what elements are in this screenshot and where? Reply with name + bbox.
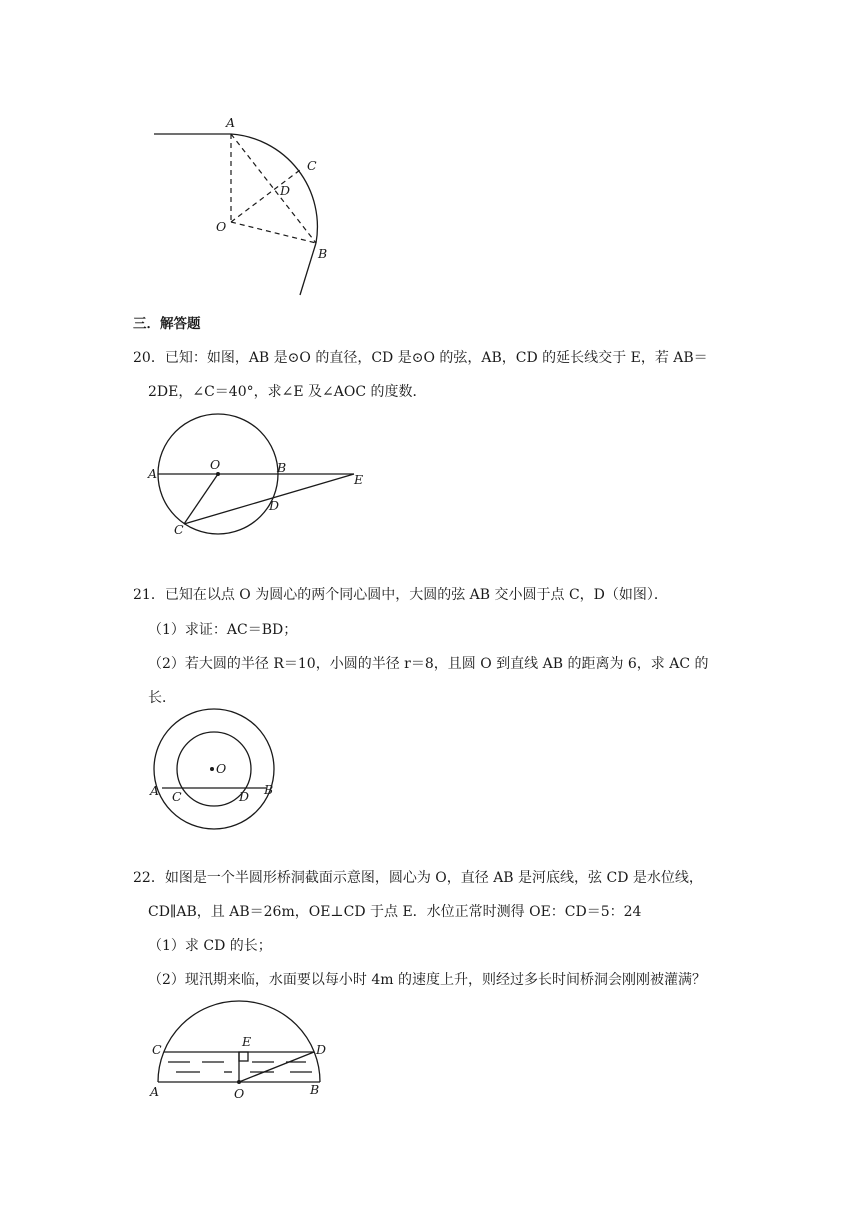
segment-ob	[231, 222, 316, 243]
label-a: A	[148, 466, 158, 481]
label-c: C	[172, 789, 182, 804]
label-d: D	[280, 183, 291, 198]
q22-line1: 22．如图是一个半圆形桥洞截面示意图，圆心为 O，直径 AB 是河底线，弦 CD 是水位线，	[133, 870, 703, 886]
label-d: D	[239, 789, 250, 804]
label-e: E	[354, 472, 364, 487]
label-o: O	[216, 761, 227, 776]
center-dot	[210, 767, 214, 771]
label-a: A	[150, 1084, 160, 1099]
label-d: D	[316, 1042, 327, 1057]
label-b: B	[264, 782, 274, 797]
label-e: E	[242, 1034, 252, 1049]
right-angle-mark	[239, 1052, 248, 1061]
q22-part2: （2）现汛期来临，水面要以每小时 4m 的速度上升，则经过多长时间桥洞会刚刚被灌满？	[148, 972, 706, 988]
lower-line	[300, 243, 316, 295]
label-o: O	[234, 1086, 245, 1101]
q21-part2-line2: 长．	[148, 690, 176, 706]
label-c: C	[174, 522, 184, 537]
q20-line1: 20．已知：如图，AB 是⊙O 的直径，CD 是⊙O 的弦，AB，CD 的延长线交于 E，若 AB＝	[133, 350, 708, 366]
q21-part2-line1: （2）若大圆的半径 R＝10，小圆的半径 r＝8，且圆 O 到直线 AB 的距离为 6，求 AC 的	[148, 656, 709, 672]
figure-19-diagram	[140, 110, 370, 305]
q21-line1: 21．已知在以点 O 为圆心的两个同心圆中，大圆的弦 AB 交小圆于点 C，D（如图）．	[133, 587, 668, 603]
segment-ab	[231, 134, 316, 243]
segment-oc	[184, 474, 218, 524]
section-heading: 三．解答题	[133, 316, 201, 332]
q22-part1: （1）求 CD 的长；	[148, 938, 272, 954]
label-a: A	[226, 115, 236, 130]
label-b: B	[318, 246, 328, 261]
q22-line2: CD∥AB，且 AB＝26m，OE⊥CD 于点 E．水位正常时测得 OE：CD＝5：24	[148, 904, 642, 920]
label-c: C	[152, 1042, 162, 1057]
water-lines	[168, 1062, 312, 1072]
figure-21-diagram	[140, 705, 290, 840]
figure-20-diagram	[140, 410, 380, 545]
label-a: A	[150, 783, 160, 798]
q21-part1: （1）求证：AC＝BD；	[148, 622, 298, 638]
label-d: D	[269, 498, 280, 513]
label-b: B	[277, 460, 287, 475]
segment-od	[239, 1052, 314, 1082]
label-c: C	[307, 158, 317, 173]
point-o	[237, 1080, 241, 1084]
label-o: O	[216, 219, 227, 234]
center-dot	[216, 472, 220, 476]
q20-line2: 2DE，∠C＝40°，求∠E 及∠AOC 的度数．	[148, 384, 427, 400]
figure-22-diagram	[140, 1000, 340, 1105]
label-o: O	[210, 457, 221, 472]
label-b: B	[310, 1082, 320, 1097]
